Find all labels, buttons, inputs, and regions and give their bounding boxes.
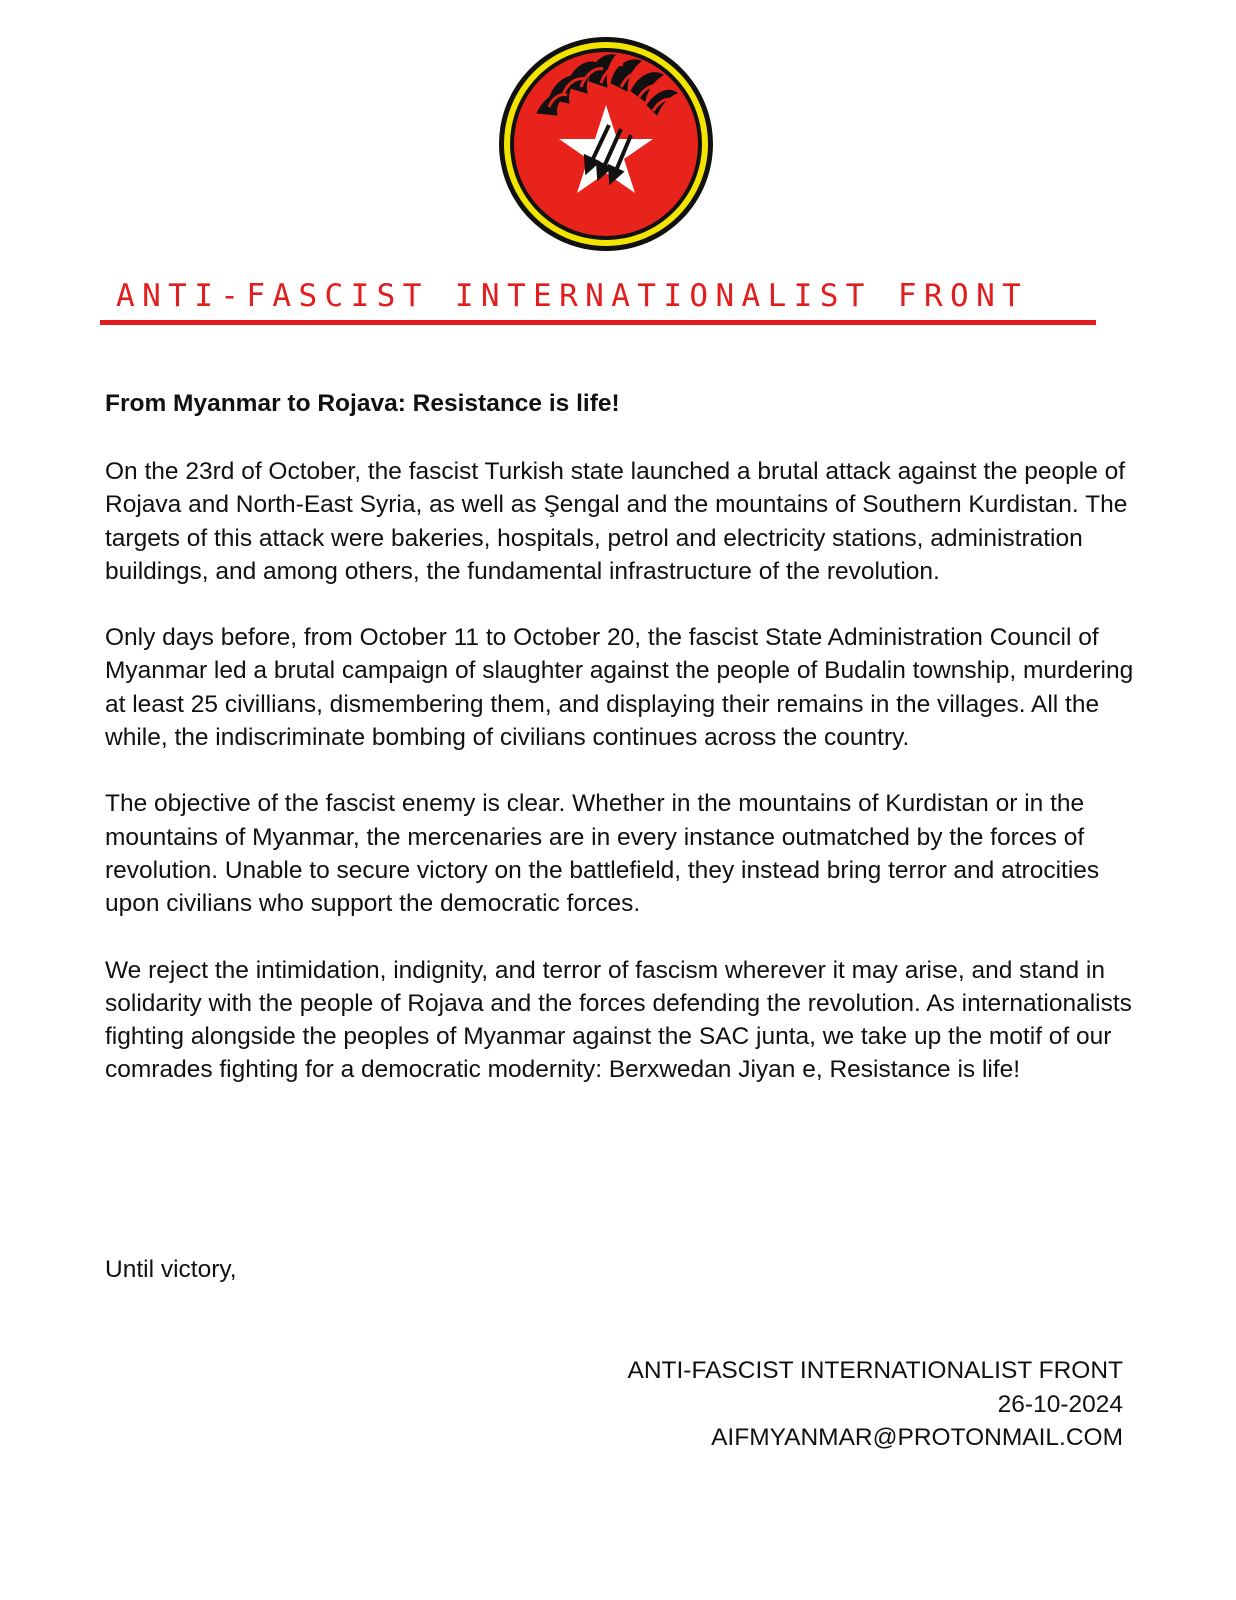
letter-body xyxy=(105,388,1135,1120)
org-name-heading: ANTI-FASCIST INTERNATIONALIST FRONT xyxy=(116,278,1029,314)
letter-paragraph: The objective of the fascist enemy is clear. Whether in the mountains of Kurdistan or in the mountains of Myanmar, the mercenaries are in every instance outmatched by the forces of revolution. Unable to secure victory on the battlefield, they instead bring terror and atrocities upon civilians who support the democratic forces. xyxy=(105,790,1100,918)
signature-org: ANTI-FASCIST INTERNATIONALIST FRONT xyxy=(627,1357,1123,1384)
signature-date: 26-10-2024 xyxy=(997,1390,1123,1418)
letter-headline: From Myanmar to Rojava: Resistance is life! xyxy=(105,390,620,417)
letter-paragraph: Only days before, from October 11 to October 20, the fascist State Administration Council of Myanmar led a brutal campaign of slaughter against the people of Budalin township, murdering at least 25 civillians, dismembering them, and displaying their remains in the villages. All the while, the indiscriminate bombing of civilians continues across the country. xyxy=(105,624,1134,752)
org-header-banner xyxy=(100,276,1096,328)
letter-paragraph: We reject the intimidation, indignity, and terror of fascism wherever it may arise, and stand in solidarity with the people of Rojava and the forces defending the revolution. As internationalists fighting alongside the peoples of Myanmar against the SAC junta, we take up the motif of our comrades fighting for a democratic modernity: Berxwedan Jiyan e, Resistance is life! xyxy=(105,956,1132,1084)
signature-email: AIFMYANMAR@PROTONMAIL.COM xyxy=(711,1424,1123,1451)
letter-paragraph: On the 23rd of October, the fascist Turkish state launched a brutal attack against the people of Rojava and North-East Syria, as well as Şengal and the mountains of Southern Kurdistan. The targets of this attack were bakeries, hospitals, petrol and electricity stations, administration buildings, and among others, the fundamental infrastructure of the revolution. xyxy=(105,458,1128,585)
letter-closing: Until victory, xyxy=(105,1256,237,1283)
header-divider xyxy=(100,320,1096,325)
red-star-three-arrows-emblem-icon xyxy=(497,35,715,253)
signature-block xyxy=(628,1354,1124,1455)
org-logo xyxy=(497,35,715,253)
